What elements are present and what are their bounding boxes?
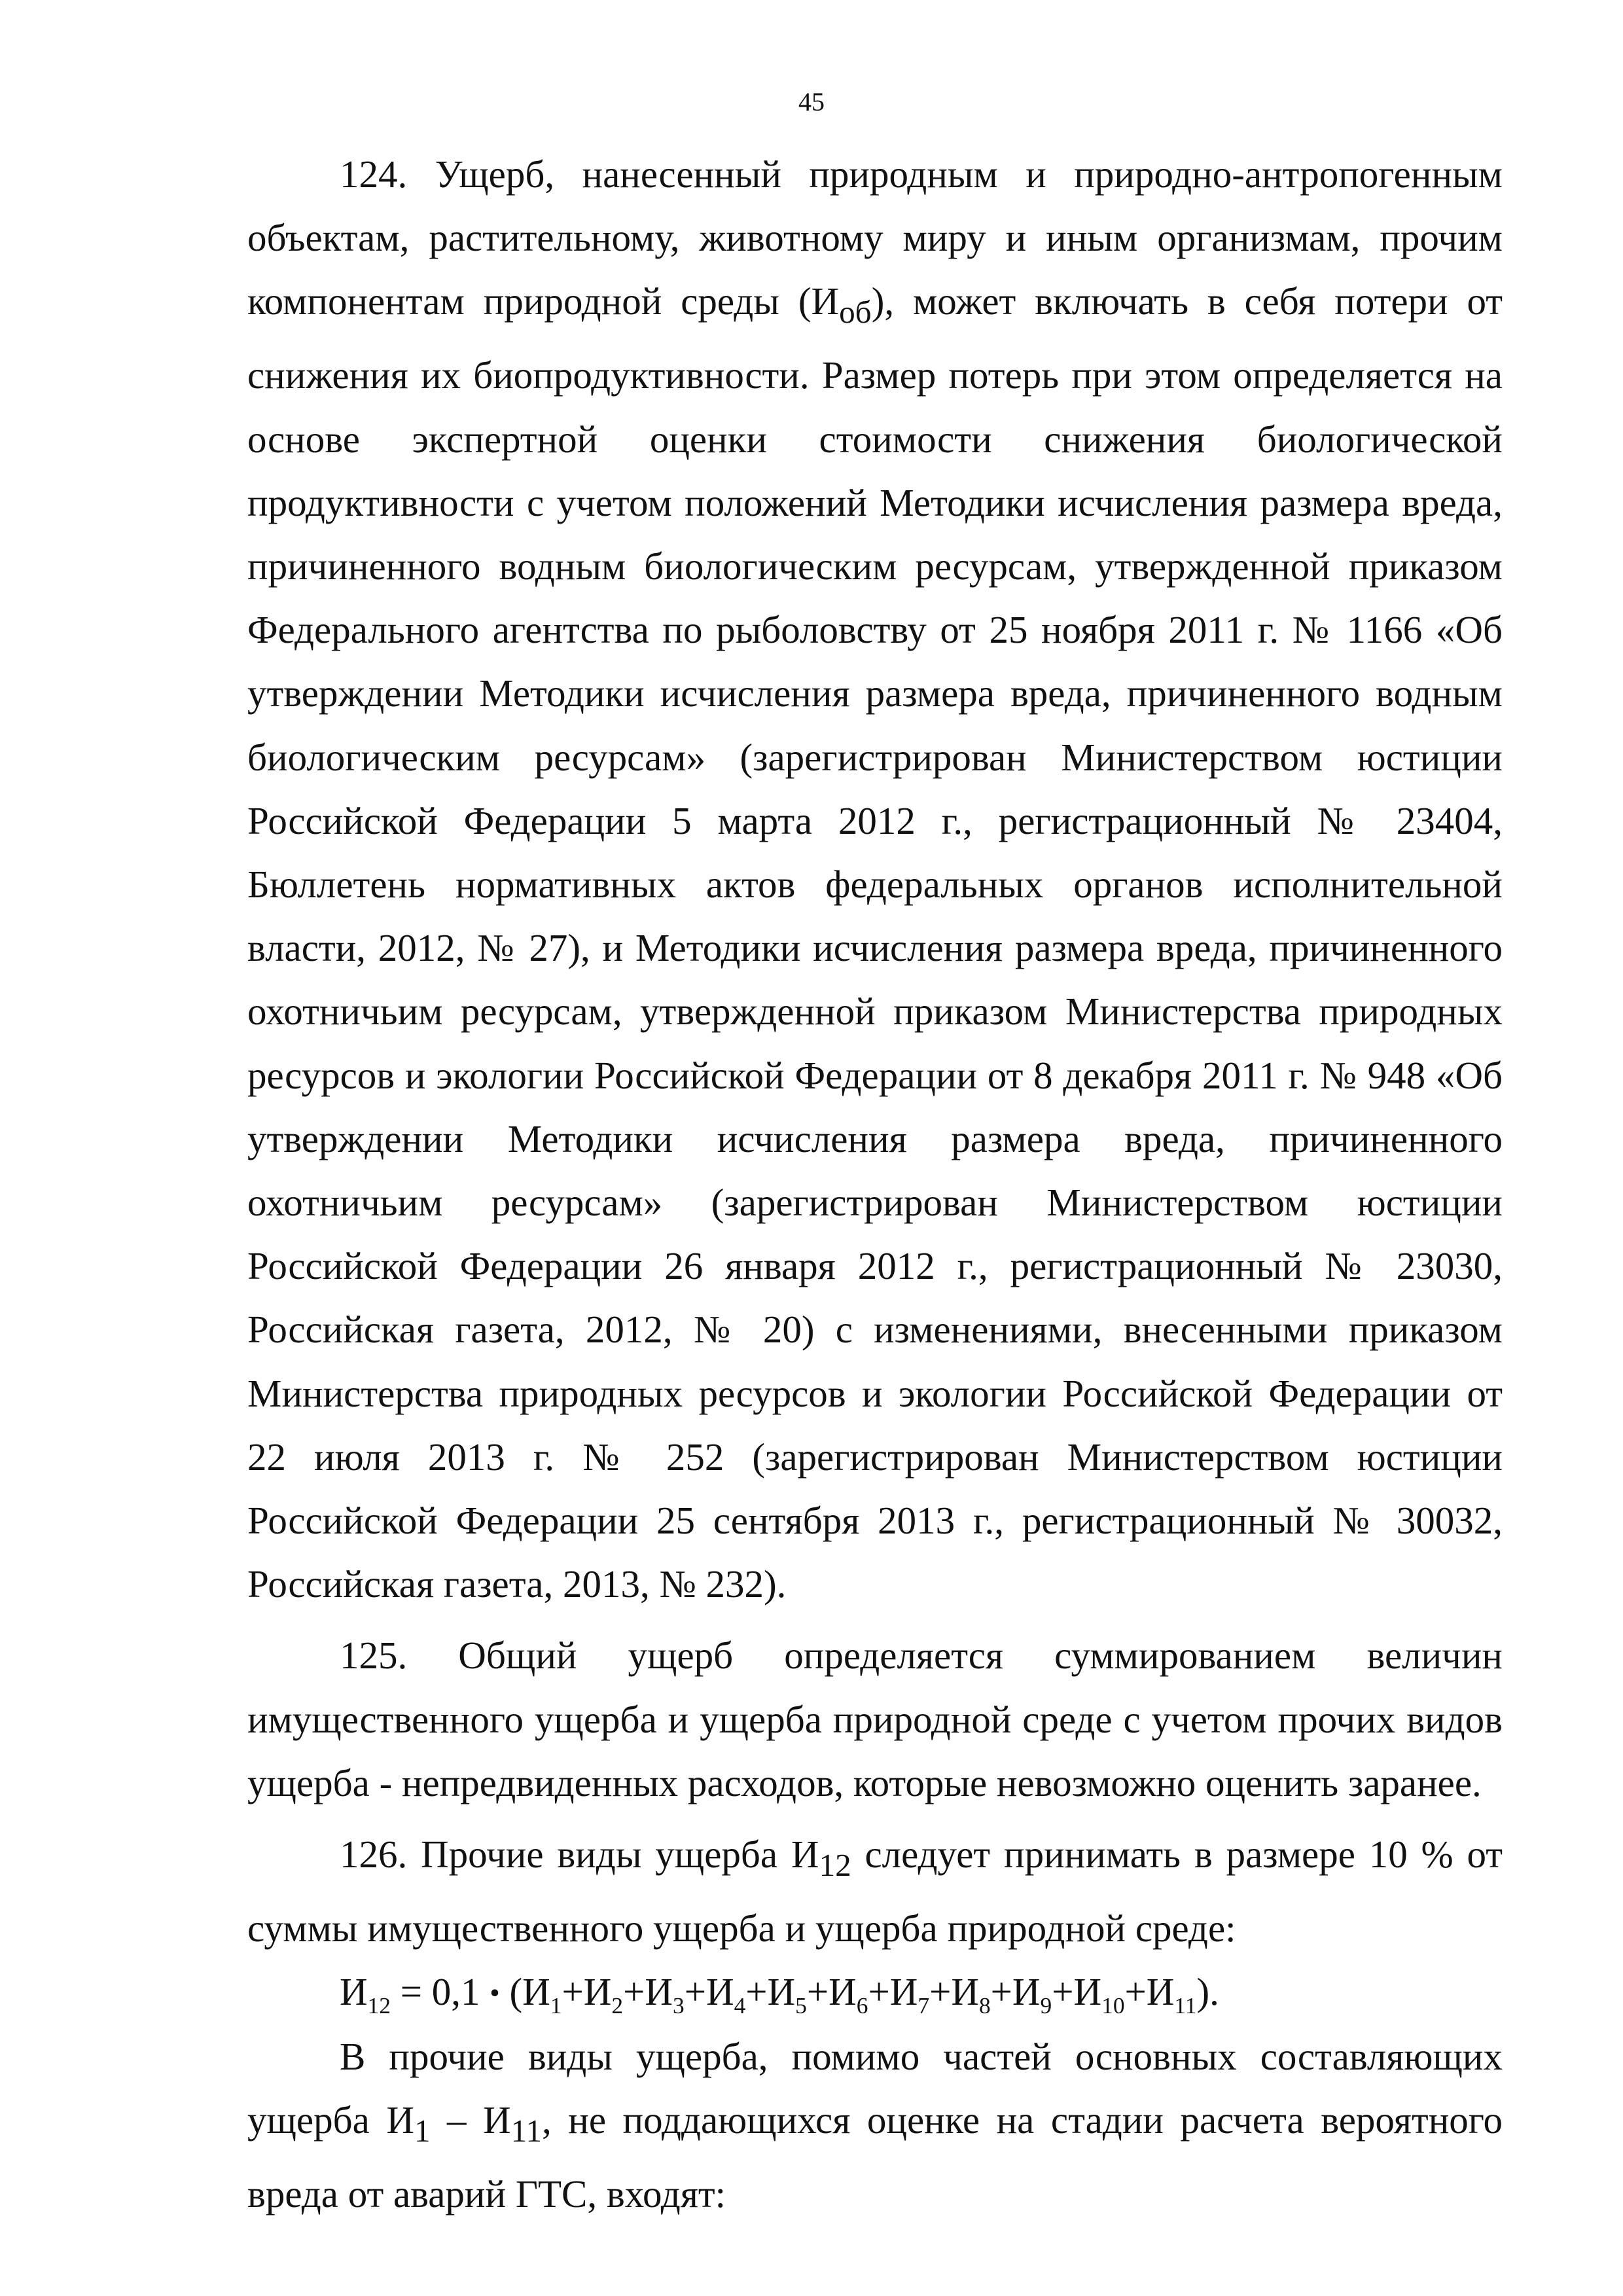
paragraph-125: 125. Общий ущерб определяется суммированием величин имущественного ущерба и ущерба природной среде с учетом прочих видов ущерба - непредвиденных расходов, которые невозможно оценить заранее. [247, 1634, 1503, 1804]
paragraph-124: 124. Ущерб, нанесенный природным и природно-антропогенным объектам, растительному, животному миру и иным организмам, прочим компонентам природной среды $(И_{об})$, может включать в себя потери от снижения их биопродуктивности. Размер потерь при этом определяется на основе экспертной оценки стоимости снижения биологической продуктивности с учетом положений Методики исчисления размера вреда, причиненного водным биологическим ресурсам, утвержденной приказом Федерального агентства по рыболовству от 25 ноября 2011 г. № 1166 «Об утверждении Методики исчисления размера вреда, причиненного водным биологическим ресурсам» (зарегистрирован Министерством юстиции Российской Федерации 5 марта 2012 г., регистрационный № 23404, Бюллетень нормативных актов федеральных органов исполнительной власти, 2012, № 27), и Методики исчисления размера вреда, причиненного охотничьим ресурсам, утвержденной приказом Министерства природных ресурсов и экологии Российской Федерации от 8 декабря 2011 г. № 948 «Об утверждении Методики исчисления размера вреда, причиненного охотничьим ресурсам» (зарегистрирован Министерством юстиции Российской Федерации 26 января 2012 г., регистрационный № 23030, Российская газета, 2012, № 20) с изменениями, внесенными приказом Министерства природных ресурсов и экологии Российской Федерации от 22 июля 2013 г. № 252 (зарегистрирован Министерством юстиции Российской Федерации 25 сентября 2013 г., регистрационный № 30032, Российская газета, 2013, № 232). [247, 152, 1503, 1606]
document-body [247, 143, 1503, 2226]
page-number: 45 [798, 87, 825, 117]
formula-i12: $И_{12} = 0,1$ • $(И_1+И_2+И_3+И_4+И_5+И_6+И_7+И_8+И_9+И_{10}+И_{11})$. [340, 1970, 1219, 2019]
paragraph-other-damage: В прочие виды ущерба, помимо частей основных составляющих ущерба $И_1 - И_{11}$, не поддающихся оценке на стадии расчета вероятного вреда от аварий ГТС, входят: [247, 2034, 1503, 2216]
paragraph-126: 126. Прочие виды ущерба $И_{12}$ следует принимать в размере 10 % от суммы имущественного ущерба и ущерба природной среде: [247, 1833, 1503, 1950]
